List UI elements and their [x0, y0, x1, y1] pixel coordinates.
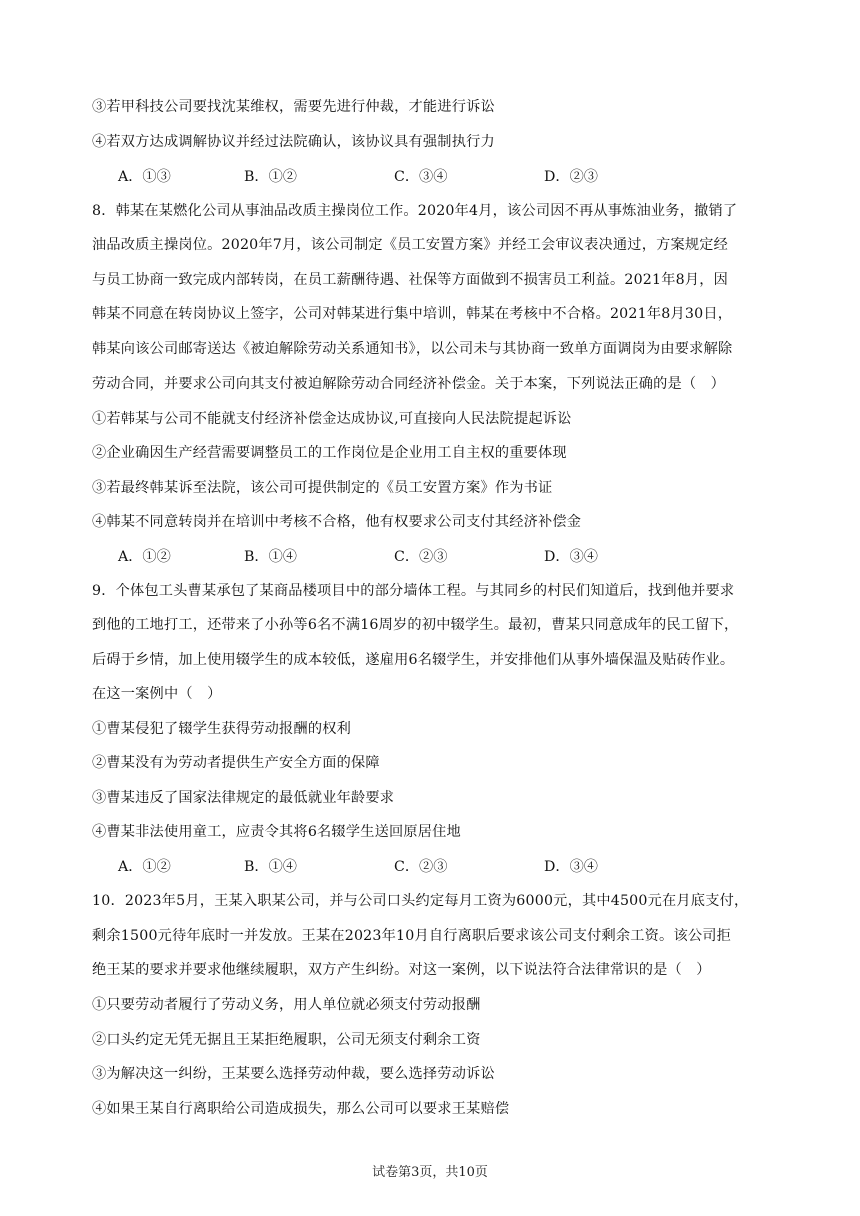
q10-option-1: ①只要劳动者履行了劳动义务，用人单位就必须支付劳动报酬 — [92, 997, 481, 1013]
q9-option-1: ①曹某侵犯了辍学生获得劳动报酬的权利 — [92, 721, 351, 737]
choice-a: A．①③ — [118, 169, 171, 185]
q9-stem-line: 后碍于乡情，加上使用辍学生的成本较低，遂雇用6名辍学生，并安排他们从事外墙保温及贴砖作业。 — [92, 652, 735, 668]
choice-c: C．②③ — [394, 549, 448, 565]
q8-option-4: ④韩某不同意转岗并在培训中考核不合格，他有权要求公司支付其经济补偿金 — [92, 514, 582, 530]
q9-stem-line: 到他的工地打工，还带来了小孙等6名不满16周岁的初中辍学生。最初，曹某只同意成年的民工留下， — [92, 617, 739, 633]
q10-option-2: ②口头约定无凭无据且王某拒绝履职，公司无须支付剩余工资 — [92, 1032, 481, 1048]
q10-stem-line: 绝王某的要求并要求他继续履职，双方产生纠纷。对这一案例，以下说法符合法律常识的是（ ） — [92, 962, 711, 978]
q10-stem-line: 10．2023年5月，王某入职某公司，并与公司口头约定每月工资为6000元，其中4500元在月底支付， — [92, 893, 749, 909]
q9-option-2: ②曹某没有为劳动者提供生产安全方面的保障 — [92, 755, 380, 771]
choice-c: C．②③ — [394, 859, 448, 875]
choice-b: B．①② — [244, 169, 297, 185]
choice-d: D．③④ — [544, 549, 598, 565]
q9-option-4: ④曹某非法使用童工，应责令其将6名辍学生送回原居住地 — [92, 824, 461, 840]
q8-option-1: ①若韩某与公司不能就支付经济补偿金达成协议,可直接向人民法院提起诉讼 — [92, 411, 572, 427]
q9-stem-line: 在这一案例中（ ） — [92, 686, 222, 702]
q10-option-3: ③为解决这一纠纷，王某要么选择劳动仲裁，要么选择劳动诉讼 — [92, 1066, 495, 1082]
choice-d: D．②③ — [544, 169, 598, 185]
q8-option-3: ③若最终韩某诉至法院，该公司可提供制定的《员工安置方案》作为书证 — [92, 480, 553, 496]
q10-stem-line: 剩余1500元待年底时一并发放。王某在2023年10月自行离职后要求该公司支付剩余工资。该公司拒 — [92, 928, 731, 944]
q8-stem-line: 8．韩某在某燃化公司从事油品改质主操岗位工作。2020年4月，该公司因不再从事炼油业务，撤销了 — [92, 203, 738, 219]
q8-stem-line: 劳动合同，并要求公司向其支付被迫解除劳动合同经济补偿金。关于本案，下列说法正确的是（ ） — [92, 376, 726, 392]
choice-a: A．①② — [118, 549, 171, 565]
choice-c: C．③④ — [394, 169, 448, 185]
q8-stem-line: 油品改质主操岗位。2020年7月，该公司制定《员工安置方案》并经工会审议表决通过，方案规定经 — [92, 237, 729, 253]
q9-option-3: ③曹某违反了国家法律规定的最低就业年龄要求 — [92, 790, 395, 806]
q8-choices — [118, 547, 778, 567]
choice-d: D．③④ — [544, 859, 598, 875]
page-footer: 试卷第3页，共10页 — [372, 1165, 488, 1180]
q9-choices — [118, 857, 778, 877]
choice-b: B．①④ — [244, 859, 297, 875]
q8-stem-line: 韩某不同意在转岗协议上签字，公司对韩某进行集中培训，韩某在考核中不合格。2021年8月30日， — [92, 306, 733, 322]
q7-option-3: ③若甲科技公司要找沈某维权，需要先进行仲裁，才能进行诉讼 — [92, 99, 495, 115]
q10-option-4: ④如果王某自行离职给公司造成损失，那么公司可以要求王某赔偿 — [92, 1101, 510, 1117]
q8-stem-line: 韩某向该公司邮寄送达《被迫解除劳动关系通知书》，以公司未与其协商一致单方面调岗为由要求解除 — [92, 341, 733, 357]
q8-stem-line: 与员工协商一致完成内部转岗，在员工薪酬待遇、社保等方面做到不损害员工利益。2021年8月，因 — [92, 272, 729, 288]
q7-option-4: ④若双方达成调解协议并经过法院确认，该协议具有强制执行力 — [92, 134, 495, 150]
q7-choices — [118, 167, 778, 187]
q9-stem-line: 9．个体包工头曹某承包了某商品楼项目中的部分墙体工程。与其同乡的村民们知道后，找到他并要求 — [92, 583, 735, 599]
choice-b: B．①④ — [244, 549, 297, 565]
q8-option-2: ②企业确因生产经营需要调整员工的工作岗位是企业用工自主权的重要体现 — [92, 445, 567, 461]
choice-a: A．①② — [118, 859, 171, 875]
